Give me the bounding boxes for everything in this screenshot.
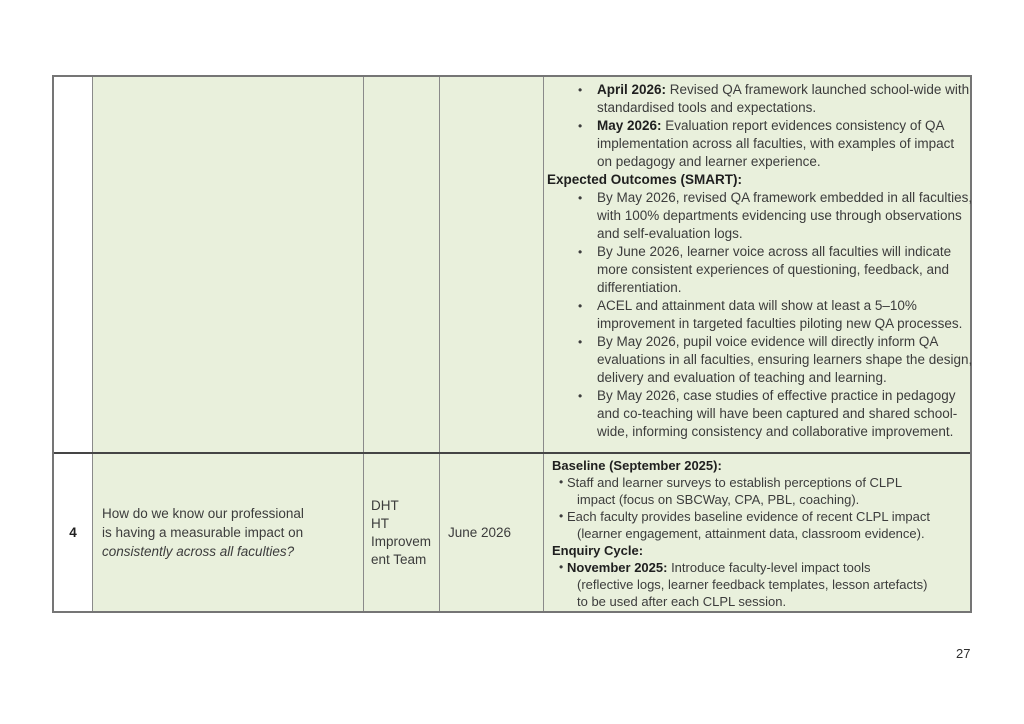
bullet-icon: • <box>578 335 583 349</box>
list-bullet-item <box>552 474 970 508</box>
list-heading: Expected Outcomes (SMART): <box>547 172 743 187</box>
list-bullet-item <box>547 117 970 171</box>
text-line: DHT <box>371 497 399 513</box>
owner-text <box>364 497 431 569</box>
page-number: 27 <box>956 646 971 661</box>
text-line: with 100% departments evidencing use through observations <box>597 208 962 223</box>
text-line: delivery and evaluation of teaching and learning. <box>597 370 887 385</box>
list-bullet-item <box>547 387 970 441</box>
text-line: is having a measurable impact on <box>102 525 304 540</box>
text-line: and co-teaching will have been captured and shared school- <box>597 406 958 421</box>
text-line: By June 2026, learner voice across all faculties will indicate <box>597 244 952 259</box>
bullet-icon: • <box>559 560 564 574</box>
bullet-icon: • <box>559 509 564 523</box>
text-line: more consistent experiences of questioning, feedback, and <box>597 262 949 277</box>
text-line: (reflective logs, learner feedback templates, lesson artefacts) <box>577 577 928 592</box>
text-line: HT <box>371 515 389 531</box>
owner-cell <box>364 454 440 611</box>
bullet-icon: • <box>578 389 583 403</box>
text-line: implementation across all faculties, with examples of impact <box>597 136 955 151</box>
bullet-icon: • <box>559 475 564 489</box>
text-line: By May 2026, revised QA framework embedded in all faculties, <box>597 190 973 205</box>
list-heading: Enquiry Cycle: <box>552 543 644 558</box>
qa-milestones-and-outcomes-list <box>544 77 973 441</box>
row-number-cell <box>54 454 93 611</box>
text-line: on pedagogy and learner experience. <box>597 154 821 169</box>
text-line: wide, informing consistency and collaborative improvement. <box>597 424 954 439</box>
text-line: differentiation. <box>597 280 682 295</box>
baseline-and-enquiry-list <box>544 454 970 610</box>
text-line: Improvem <box>371 533 432 549</box>
text-line: Staff and learner surveys to establish perceptions of CLPL <box>567 475 903 490</box>
text-line: improvement in targeted faculties piloting new QA processes. <box>597 316 963 331</box>
owner-cell <box>364 77 440 452</box>
text-line: and self-evaluation logs. <box>597 226 743 241</box>
list-bullet-item <box>547 81 970 117</box>
question-cell <box>93 77 364 452</box>
bold-lead-in: May 2026: <box>597 118 662 133</box>
table-row-continuation <box>54 77 973 454</box>
table-row-4 <box>54 454 970 611</box>
bullet-icon: • <box>578 191 583 205</box>
text-line: to be used after each CLPL session. <box>577 594 787 609</box>
details-cell <box>544 454 970 611</box>
text-line: May 2026: Evaluation report evidences consistency of QA <box>597 118 945 133</box>
improvement-plan-table <box>52 75 972 613</box>
text-line: By May 2026, case studies of effective practice in pedagogy <box>597 388 956 403</box>
bold-lead-in: April 2026: <box>597 82 667 97</box>
bullet-icon: • <box>578 83 583 97</box>
list-bullet-item <box>547 333 973 387</box>
bullet-icon: • <box>578 299 583 313</box>
bullet-icon: • <box>578 119 583 133</box>
row-number: 4 <box>69 525 77 540</box>
list-bullet-item <box>552 508 970 542</box>
row-number-cell <box>54 77 93 452</box>
text-line: How do we know our professional <box>102 506 304 521</box>
text-line: April 2026: Revised QA framework launched school-wide with <box>597 82 970 97</box>
list-heading: Baseline (September 2025): <box>552 458 722 473</box>
list-bullet-item <box>547 189 973 243</box>
list-bullet-item <box>547 297 970 333</box>
text-line: impact (focus on SBCWay, CPA, PBL, coaching). <box>577 492 860 507</box>
details-cell <box>544 77 973 452</box>
due-date-text: June 2026 <box>448 525 512 540</box>
list-bullet-item <box>552 559 970 610</box>
text-line: standardised tools and expectations. <box>597 100 817 115</box>
due-date-cell <box>440 77 544 452</box>
text-line: By May 2026, pupil voice evidence will directly inform QA <box>597 334 939 349</box>
text-line: evaluations in all faculties, ensuring learners shape the design, <box>597 352 973 367</box>
list-bullet-item <box>547 243 970 297</box>
bold-lead-in: November 2025: <box>567 560 668 575</box>
text-line: November 2025: Introduce faculty-level impact tools <box>567 560 871 575</box>
text-line: (learner engagement, attainment data, classroom evidence). <box>577 526 925 541</box>
text-line: Each faculty provides baseline evidence of recent CLPL impact <box>567 509 930 524</box>
due-date-cell <box>440 454 544 611</box>
question-text <box>93 504 304 561</box>
bullet-icon: • <box>578 245 583 259</box>
text-line: ACEL and attainment data will show at least a 5–10% <box>597 298 917 313</box>
text-line: ent Team <box>371 551 427 567</box>
question-cell <box>93 454 364 611</box>
text-line: consistently across all faculties? <box>102 544 295 559</box>
